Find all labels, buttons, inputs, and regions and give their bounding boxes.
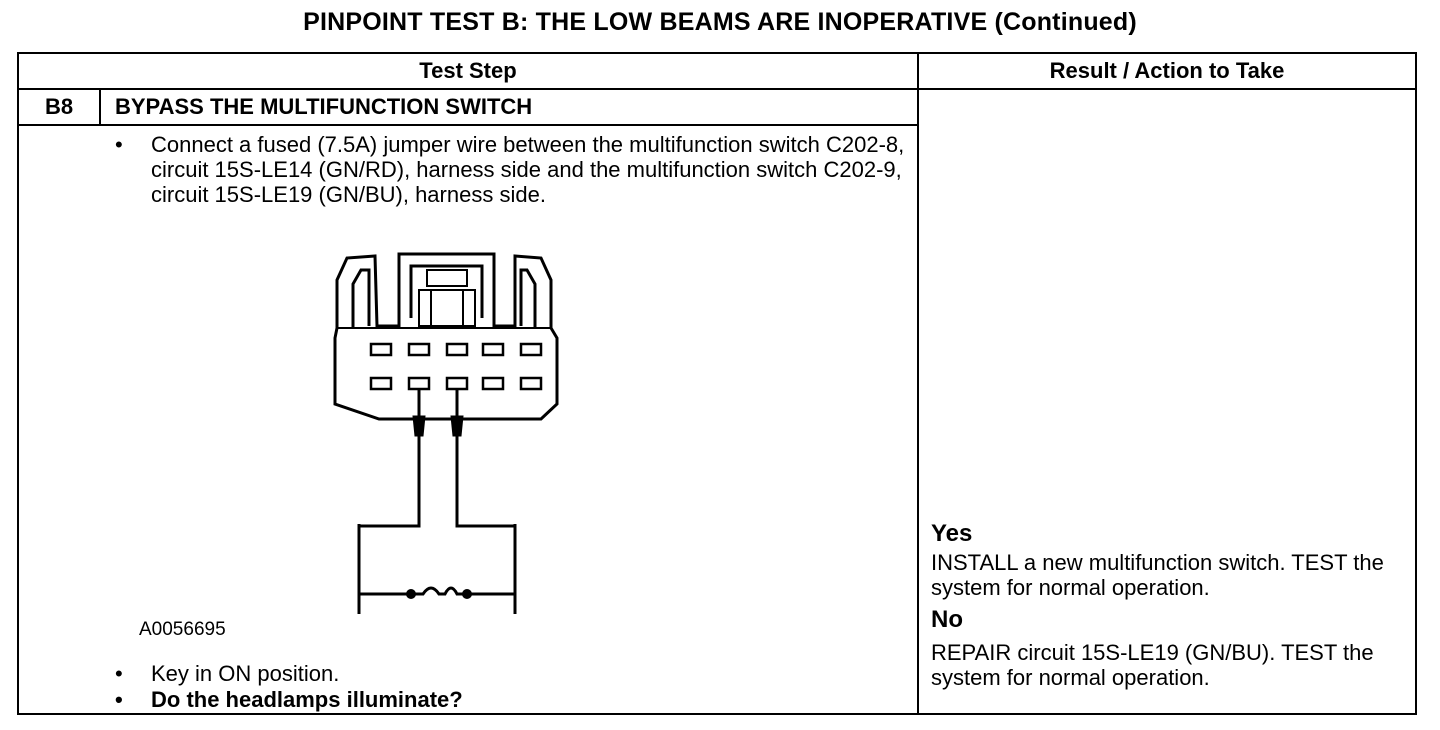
- column-header-test-step: Test Step: [419, 58, 517, 83]
- fuse-terminal-left: [406, 589, 416, 599]
- connector-latch: [411, 266, 482, 318]
- question-headlamps: [115, 687, 851, 712]
- probe-tip-right: [451, 416, 463, 436]
- bullet-dot: •: [115, 661, 123, 686]
- fuse-terminal-right: [462, 589, 472, 599]
- bullet-dot: •: [115, 687, 123, 712]
- step-title: BYPASS THE MULTIFUNCTION SWITCH: [115, 94, 533, 119]
- result-yes-label: Yes: [931, 520, 973, 547]
- step-title-divider: [19, 124, 917, 126]
- instruction-jumper-text: Connect a fused (7.5A) jumper wire between the multifunction switch C202-8, circuit 15S-LE14 (GN/RD), harness side and the multifunction switch C202-9, circuit 15S-LE19 (GN/BU), harness side.: [151, 132, 905, 207]
- instruction-key-on-text: Key in ON position.: [151, 661, 340, 686]
- page-title: PINPOINT TEST B: THE LOW BEAMS ARE INOPERATIVE (Continued): [303, 8, 1137, 36]
- bullet-dot: •: [115, 132, 123, 157]
- result-no-label: No: [931, 606, 963, 633]
- figure-id: A0056695: [139, 619, 226, 640]
- column-divider: [917, 54, 919, 713]
- terminal-cavities: [371, 344, 541, 389]
- jumper-fuse-detail: [319, 524, 569, 604]
- question-headlamps-text: Do the headlamps illuminate?: [151, 687, 463, 712]
- step-id: B8: [44, 94, 74, 119]
- result-yes-action: INSTALL a new multifunction switch. TEST the system for normal operation.: [931, 550, 1384, 600]
- column-header-result: Result / Action to Take: [1049, 58, 1285, 83]
- step-id-divider: [99, 88, 101, 124]
- probe-tip-left: [413, 416, 425, 436]
- instruction-key-on: [115, 661, 851, 686]
- pinpoint-test-table: [17, 52, 1417, 715]
- result-no-action: REPAIR circuit 15S-LE19 (GN/BU). TEST the system for normal operation.: [931, 640, 1374, 690]
- instruction-jumper: [115, 132, 911, 207]
